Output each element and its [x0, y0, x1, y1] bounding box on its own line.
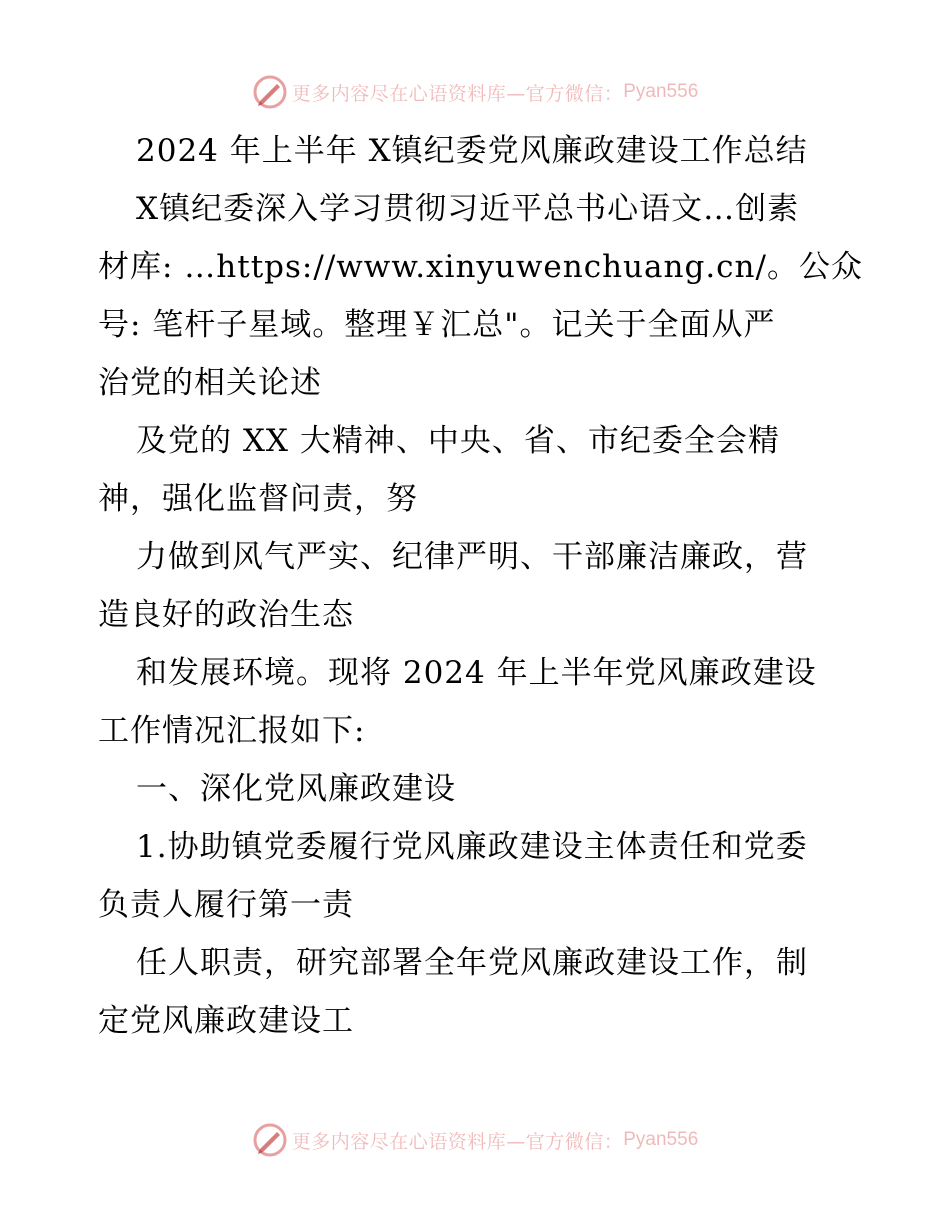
- document-body: [98, 122, 863, 1050]
- document-paragraphs: [98, 180, 863, 1050]
- text-line: 一、深化党风廉政建设: [136, 771, 456, 807]
- text-line: 和发展环境。现将 2024 年上半年党风廉政建设: [136, 655, 817, 691]
- text-line: 力做到风气严实、纪律严明、干部廉洁廉政，营: [136, 539, 808, 575]
- text-line: 材库: …https://www.xinyuwenchuang.cn/。公众: [98, 249, 863, 285]
- watermark-handle: Pyan556: [623, 1129, 699, 1150]
- document-title: 2024 年上半年 X镇纪委党风廉政建设工作总结: [136, 133, 808, 169]
- pen-circle-logo-icon: [252, 74, 288, 110]
- watermark-text: 更多内容尽在心语资料库—官方微信：: [291, 1130, 624, 1153]
- text-line: X镇纪委深入学习贯彻习近平总书心语文…创素: [136, 191, 800, 227]
- text-line: 1.协助镇党委履行党风廉政建设主体责任和党委: [136, 829, 808, 865]
- text-line: 治党的相关论述: [98, 365, 322, 401]
- text-line: 造良好的政治生态: [98, 597, 354, 633]
- watermark-handle: Pyan556: [623, 81, 699, 102]
- text-line: 负责人履行第一责: [98, 887, 354, 923]
- pen-circle-logo-icon: [252, 1122, 288, 1158]
- text-line: 工作情况汇报如下:: [98, 713, 366, 749]
- footer-watermark: [0, 1118, 950, 1162]
- text-line: 及党的 XX 大精神、中央、省、市纪委全会精: [136, 423, 780, 459]
- text-line: 任人职责，研究部署全年党风廉政建设工作，制: [136, 945, 808, 981]
- text-line: 号: 笔杆子星域。整理￥汇总"。记关于全面从严: [98, 307, 776, 343]
- header-watermark: [0, 70, 950, 114]
- watermark-text: 更多内容尽在心语资料库—官方微信：: [291, 82, 624, 105]
- text-line: 神，强化监督问责，努: [98, 481, 418, 517]
- text-line: 定党风廉政建设工: [98, 1003, 354, 1039]
